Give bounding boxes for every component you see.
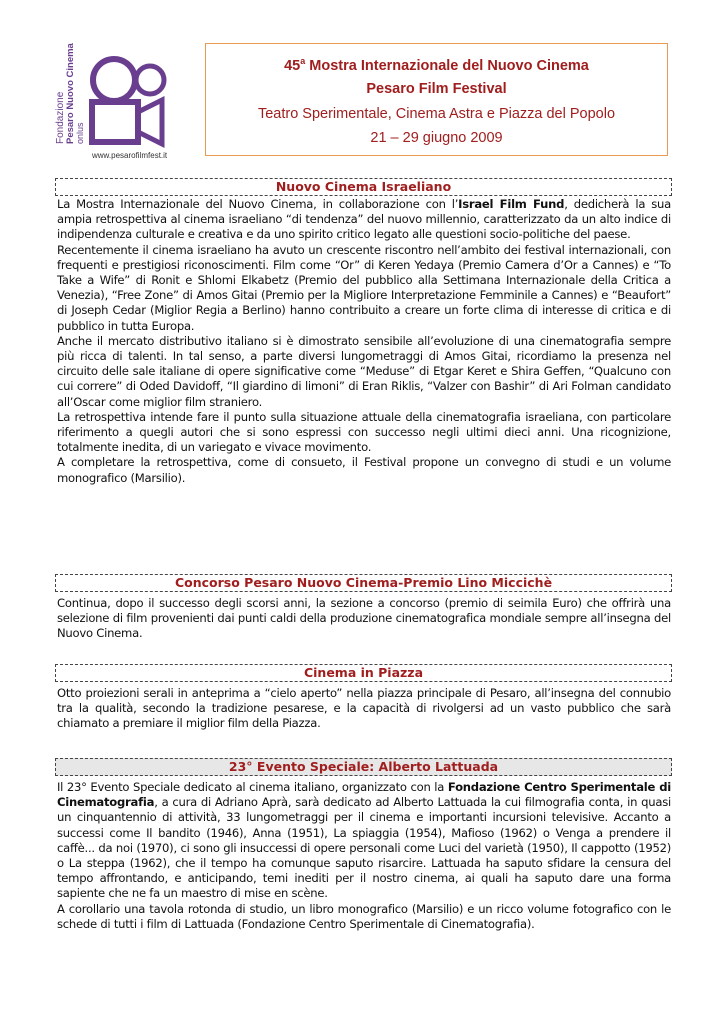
logo-text-onlus: onlus: [75, 122, 85, 144]
section-title-israeli-cinema: Nuovo Cinema Israeliano: [55, 178, 672, 196]
logo-url: www.pesarofilmfest.it: [92, 151, 168, 160]
section-title-special-event: 23° Evento Speciale: Alberto Lattuada: [55, 758, 672, 776]
festival-venues: Teatro Sperimentale, Cinema Astra e Piazza del Popolo: [257, 106, 616, 122]
logo-text-name: Pesaro Nuovo Cinema: [65, 43, 76, 144]
paragraph: Anche il mercato distributivo italiano si è dimostrato sensibile all’evoluzione di una cinematografia sempre più ricca di talenti. In tal senso, a parte diversi lungometraggi di Amos Gitai, ricordiamo la presenza nel circuito delle sale italiane di opere significative come “Meduse” di Etgar Keret e Shira Geffen, “Qualcuno con cui correre” di Oded Davidoff, “Il giardino di limoni” di Eran Riklis, “Valzer con Bashir” di Ari Folman candidato all’Oscar come miglior film straniero.: [57, 333, 671, 409]
paragraph: Il 23° Evento Speciale dedicato al cinema italiano, organizzato con la Fondazione Centro Sperimentale di Cinematografia, a cura di Adriano Aprà, sarà dedicato ad Alberto Lattuada la cui filmografia conta, in quasi un cinquantennio di attività, 33 lungometraggi per il cinema e importanti incursioni televisive. Accanto a successi come Il bandito (1946), Anna (1951), La spiaggia (1954), Mafioso (1962) o Venga a prendere il caffè... da noi (1970), ci sono gli insuccessi di opere personali come Luci del varietà (1950), Il cappotto (1952) o La steppa (1962), che il tempo ha comunque saputo risarcire. Lattuada ha saputo sfidare la censura del tempo affrontando, e anticipando, temi inediti per il nostro cinema, ai quali ha saputo dare una forma sapiente che ne fa un maestro di mise en scène.: [57, 780, 671, 901]
section-title-competition: Concorso Pesaro Nuovo Cinema-Premio Lino Miccichè: [55, 574, 672, 592]
foundation-logo: [52, 40, 182, 170]
festival-title: 45$^a$ Mostra Internazionale del Nuovo Cinema: [284, 56, 589, 74]
festival-subtitle: Pesaro Film Festival: [366, 81, 507, 97]
section-body-competition: [57, 596, 671, 642]
section-body-cinema-in-piazza: [57, 686, 671, 732]
festival-dates: 21 – 29 giugno 2009: [370, 130, 503, 146]
festival-header: [205, 43, 668, 156]
logo-mark-icon: [52, 40, 182, 170]
paragraph: Otto proiezioni serali in anteprima a “cielo aperto” nella piazza principale di Pesaro, all’insegna del connubio tra la qualità, secondo la tradizione pesarese, e la capacità di rivolgersi ad un vasto pubblico che sarà chiamato a premiare il miglior film della Piazza.: [57, 686, 671, 731]
paragraph: Recentemente il cinema israeliano ha avuto un crescente riscontro nell’ambito dei festival internazionali, con frequenti e prestigiosi riconoscimenti. Film come “Or” di Keren Yedaya (Premio Camera d’Or a Cannes) e “To Take a Wife” di Ronit e Shlomi Elkabetz (Premio del pubblico alla Settimana Internazionale della Critica a Venezia), “Free Zone” di Amos Gitai (Premio per la Migliore Interpretazione Femminile a Cannes) e “Beaufort” di Joseph Cedar (Miglior Regia a Berlino) hanno contribuito a creare un forte clima di interesse di critica e di pubblico in tutta Europa.: [57, 242, 671, 333]
section-title-cinema-in-piazza: Cinema in Piazza: [55, 664, 672, 682]
paragraph: La retrospettiva intende fare il punto sulla situazione attuale della cinematografia israeliana, con particolare riferimento a quegli autori che si sono espressi con successo negli ultimi dieci anni. Una ricognizione, totalmente inedita, di un variegato e vivace movimento.: [57, 409, 671, 455]
paragraph: La Mostra Internazionale del Nuovo Cinema, in collaborazione con l’Israel Film Fund, dedicherà la sua ampia retrospettiva al cinema israeliano “di tendenza” del nuovo millennio, caratterizzato da un alto indice di indipendenza culturale e creativa e da uno spirito critico legato alle questioni socio-politiche del paese.: [57, 197, 671, 242]
paragraph: Continua, dopo il successo degli scorsi anni, la sezione a concorso (premio di seimila Euro) che offrirà una selezione di film provenienti dai punti caldi della produzione cinematografica mondiale sempre all’insegna del Nuovo Cinema.: [57, 596, 671, 641]
paragraph: A completare la retrospettiva, come di consueto, il Festival propone un convegno di studi e un volume monografico (Marsilio).: [57, 455, 671, 485]
section-body-special-event: [57, 780, 671, 932]
section-body-israeli-cinema: [57, 197, 671, 486]
paragraph: A corollario una tavola rotonda di studio, un libro monografico (Marsilio) e un ricco volume fotografico con le schede di tutti i film di Lattuada (Fondazione Centro Sperimentale di Cinematografia).: [57, 901, 671, 931]
logo-text-fondazione: Fondazione: [55, 91, 66, 144]
